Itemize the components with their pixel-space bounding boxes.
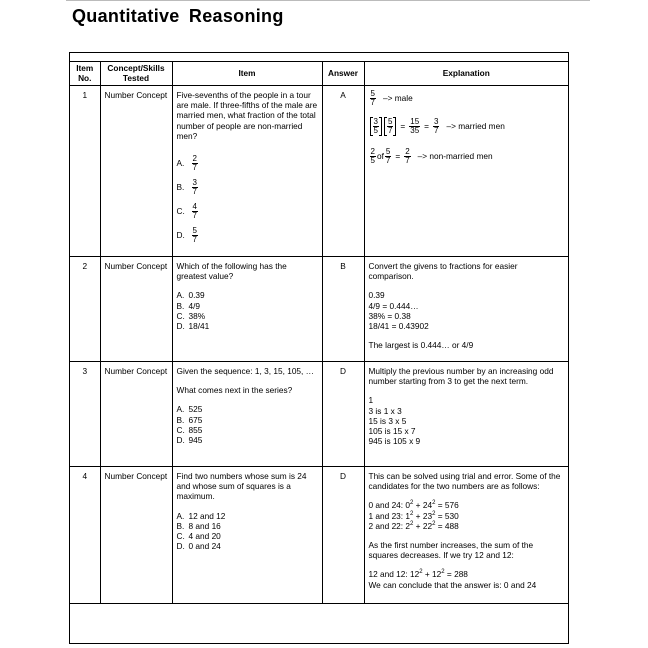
explanation-line: 4/9 = 0.444… xyxy=(368,300,419,311)
choice-b: B. $\frac{3}{7}$ xyxy=(176,177,197,196)
choice-a: A. $\frac{2}{7}$ xyxy=(176,153,197,172)
header-item-no: Item No. xyxy=(70,62,100,86)
concept-cell: Number Concept xyxy=(100,86,172,257)
question-text-2: What comes next in the series? xyxy=(176,385,293,396)
item-number: 3 xyxy=(70,362,100,467)
table-row xyxy=(70,467,568,604)
question-text: Which of the following has the greatest value? xyxy=(176,261,287,282)
item-cell xyxy=(172,362,322,467)
option-d: D. 0 and 24 xyxy=(176,541,221,552)
option-a: A. 12 and 12 xyxy=(176,510,226,521)
explanation-line: 12 and 12: $12^2 + 12^2 = 288$ xyxy=(368,569,468,580)
option-b: B. 4/9 xyxy=(176,300,201,311)
explanation-line: 1 and 23: $1^2 + 23^2 = 530$ xyxy=(368,510,459,521)
concept-cell: Number Concept xyxy=(100,362,172,467)
item-cell xyxy=(172,86,322,257)
explanation-line: 3 is 1 x 3 xyxy=(368,405,402,416)
explanation-conclusion: We can conclude that the answer is: 0 and 24 xyxy=(368,579,537,590)
table-row xyxy=(70,257,568,362)
table-row xyxy=(70,362,568,467)
explanation-middle: As the first number increases, the sum of the squares decreases. If we try 12 and 12: xyxy=(368,540,534,561)
explanation-intro: Multiply the previous number by an increasing odd number starting from 3 to get the next term. xyxy=(368,366,554,387)
answer-cell: D xyxy=(322,362,364,467)
choice-d: D. $\frac{5}{7}$ xyxy=(176,225,197,244)
concept-cell: Number Concept xyxy=(100,257,172,362)
option-a: A. 525 xyxy=(176,404,203,415)
explanation-line: 0 and 24: $0^2 + 24^2 = 576$ xyxy=(368,500,459,511)
header-row xyxy=(70,62,568,86)
table-row xyxy=(70,86,568,257)
explanation-line: 15 is 3 x 5 xyxy=(368,415,407,426)
item-number: 4 xyxy=(70,467,100,604)
explanation-cell xyxy=(364,257,568,362)
option-d: D. 18/41 xyxy=(176,321,210,332)
answer-cell: B xyxy=(322,257,364,362)
answer-key-table xyxy=(70,61,568,604)
explanation-line: 945 is 105 x 9 xyxy=(368,436,421,447)
header-concept: Concept/Skills Tested xyxy=(100,62,172,86)
explanation-line: 2 and 22: $2^2 + 22^2 = 488$ xyxy=(368,520,459,531)
option-d: D. 945 xyxy=(176,435,203,446)
explanation-cell xyxy=(364,86,568,257)
header-answer: Answer xyxy=(322,62,364,86)
header-item: Item xyxy=(172,62,322,86)
explanation-line: 1 xyxy=(368,395,374,406)
question-text: Given the sequence: 1, 3, 15, 105, … xyxy=(176,366,314,376)
question-text: Five-sevenths of the people in a tour are male. If three-fifths of the male are married men, what fraction of the total number of people are non-married men? xyxy=(176,90,318,141)
answer-key-sheet xyxy=(69,52,569,644)
question-text: Find two numbers whose sum is 24 and whose sum of squares is a maximum. xyxy=(176,471,307,502)
option-a: A. 0.39 xyxy=(176,290,205,301)
option-b: B. 675 xyxy=(176,414,203,425)
option-c: C. 4 and 20 xyxy=(176,531,221,542)
male-line: $\frac{5}{7}$ –> male xyxy=(370,89,413,107)
explanation-line: 38% = 0.38 xyxy=(368,310,411,321)
married-line: $\frac{3}{5}$ $\frac{5}{7}$ = $\frac{15}{35}$ = $\frac{3}{7}$ –> married men xyxy=(369,117,565,136)
page-title: Quantitative Reasoning xyxy=(72,6,284,26)
explanation-line: 105 is 15 x 7 xyxy=(368,426,416,437)
choice-c: C. $\frac{4}{7}$ xyxy=(176,201,197,220)
answer-cell: A xyxy=(322,86,364,257)
explanation-intro: This can be solved using trial and error. Some of the candidates for the two numbers are as follows: xyxy=(368,471,561,492)
item-number: 1 xyxy=(70,86,100,257)
explanation-conclusion: The largest is 0.444… or 4/9 xyxy=(368,340,474,351)
item-cell xyxy=(172,467,322,604)
option-c: C. 38% xyxy=(176,310,206,321)
explanation-cell xyxy=(364,362,568,467)
concept-cell: Number Concept xyxy=(100,467,172,604)
non-married-line: $\frac{2}{5}$ of $\frac{5}{7}$ = $\frac{2}{7}$ –> non-married men xyxy=(370,147,493,165)
explanation-cell xyxy=(364,467,568,604)
header-explanation: Explanation xyxy=(364,62,568,86)
option-c: C. 855 xyxy=(176,424,203,435)
item-cell xyxy=(172,257,322,362)
explanation-line: 18/41 = 0.43902 xyxy=(368,321,429,332)
item-number: 2 xyxy=(70,257,100,362)
option-b: B. 8 and 16 xyxy=(176,520,221,531)
explanation-intro: Convert the givens to fractions for easier comparison. xyxy=(368,261,518,282)
explanation-line: 0.39 xyxy=(368,290,385,301)
answer-cell: D xyxy=(322,467,364,604)
top-rule xyxy=(66,0,590,1)
